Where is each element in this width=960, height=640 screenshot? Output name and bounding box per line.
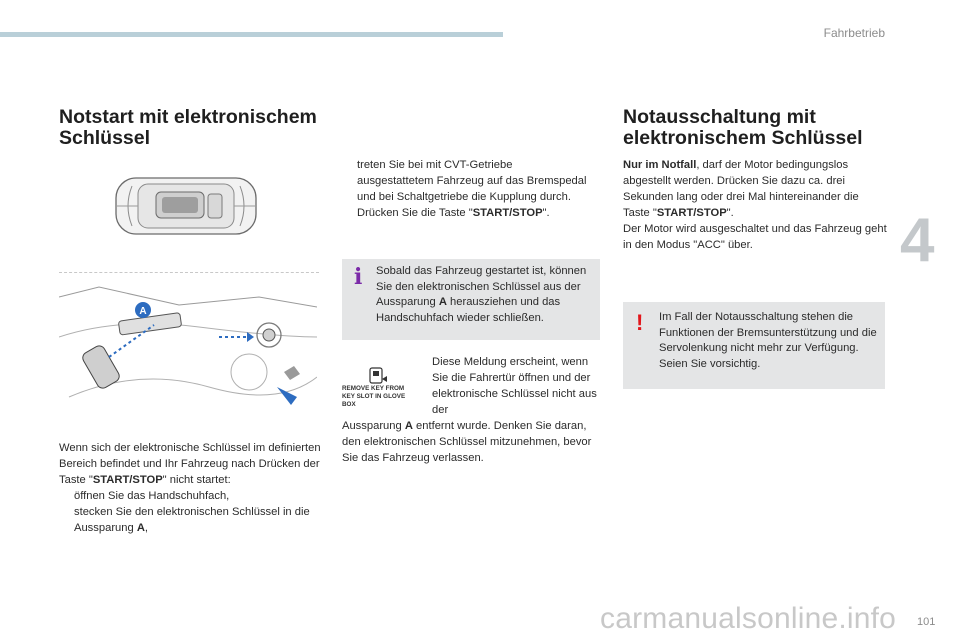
warning-text: Im Fall der Notausschaltung stehen die Funktionen der Bremsunterstützung und die Servolenkung nicht mehr zur Verfügung. Seien Sie vorsichtig. [659,311,877,370]
info-text-pre: Sobald das Fahrzeug gestartet ist, können Sie den elektronischen Schlüssel aus der Aussparung [376,265,587,308]
message-label: REMOVE KEY FROM KEY SLOT IN GLOVE BOX [342,385,406,408]
step-3-text: treten Sie bei mit CVT-Getriebe ausgestattetem Fahrzeug auf das Bremspedal und bei Schaltgetriebe die Kupplung durch. [357,159,587,203]
bullet-marker [59,488,74,504]
step-2-text-pre: stecken Sie den elektronischen Schlüssel in die Aussparung [74,506,310,534]
chapter-number: 4 [900,206,935,275]
car-topview-illustration [112,172,260,240]
watermark: carmanualsonline.info [600,602,897,635]
warning-icon: ! [636,310,644,335]
step-4-text [357,205,592,221]
key-slot-icon [342,367,414,385]
bullet-marker [59,504,74,536]
right-heading-line1: Notausschaltung mit [623,106,816,128]
right-para-2: Der Motor wird ausgeschaltet und das Fahrzeug geht in den Modus "ACC" über. [623,223,887,251]
info-text-bold: A [438,296,447,308]
info-text-post: herausziehen und das Handschuhfach wieder schließen. [376,296,561,324]
step-4 [342,205,592,221]
message-text-2-post: entfernt wurde. Denken Sie daran, den elektronischen Schlüssel mitzunehmen, bevor Sie das Fahrzeug verlassen. [342,420,592,464]
left-heading [59,107,317,149]
step-2-text-post: , [144,522,149,534]
right-para-bold: Nur im Notfall [623,159,697,171]
step-4-text-pre: Drücken Sie die Taste " [357,207,473,219]
step-3 [342,157,592,205]
left-intro-text-2: " nicht startet: [162,474,231,486]
left-intro-text-1: Wenn sich der elektronische Schlüssel im definierten Bereich befindet und Ihr Fahrzeug nach Drücken der Taste " [59,442,321,486]
step-1-text: öffnen Sie das Handschuhfach, [74,490,230,502]
left-intro-bold: START/STOP [92,474,163,486]
message-text-1: Diese Meldung erscheint, wenn Sie die Fahrertür öffnen und der elektronische Schlüssel nicht aus der [432,356,597,416]
middle-steps [342,157,592,221]
dashboard-message [342,367,414,407]
right-para-1 [623,157,888,221]
bullet-marker [342,157,357,205]
left-intro [59,440,324,488]
section-title: Fahrbetrieb [823,26,885,40]
right-heading-line2: elektronischem Schlüssel [623,127,863,149]
right-body [623,157,888,253]
right-heading [623,107,863,149]
right-para-text-1: , darf der Motor bedingungslos abgestellt werden. Drücken Sie dazu ca. drei Sekunden lang oder drei Mal hintereinander die Taste " [623,159,859,219]
step-4-bold: START/STOP [472,207,543,219]
step-2-bold: A [136,522,145,534]
bullet-marker [342,205,357,221]
step-4-text-post: ". [542,207,550,219]
left-heading-line1: Notstart mit elektronischem [59,106,317,128]
message-text-2-pre: Aussparung [342,420,405,432]
left-body [59,440,324,536]
step-2 [59,504,324,536]
info-box [342,259,600,340]
message-text-2-bold: A [404,420,413,432]
header-bar [0,32,503,37]
warning-box [623,302,885,389]
info-text [376,264,592,326]
step-1 [59,488,324,504]
right-para-text-2: ". [726,207,734,219]
left-heading-line2: Schlüssel [59,127,151,149]
message-text-2 [342,418,597,466]
right-para-bold-2: START/STOP [656,207,727,219]
label-a-text: A [139,306,147,317]
info-icon: i [354,264,363,290]
page-number: 101 [917,616,936,628]
step-2-text [74,504,324,536]
illustration-divider [59,272,319,273]
glovebox-illustration [59,277,317,409]
